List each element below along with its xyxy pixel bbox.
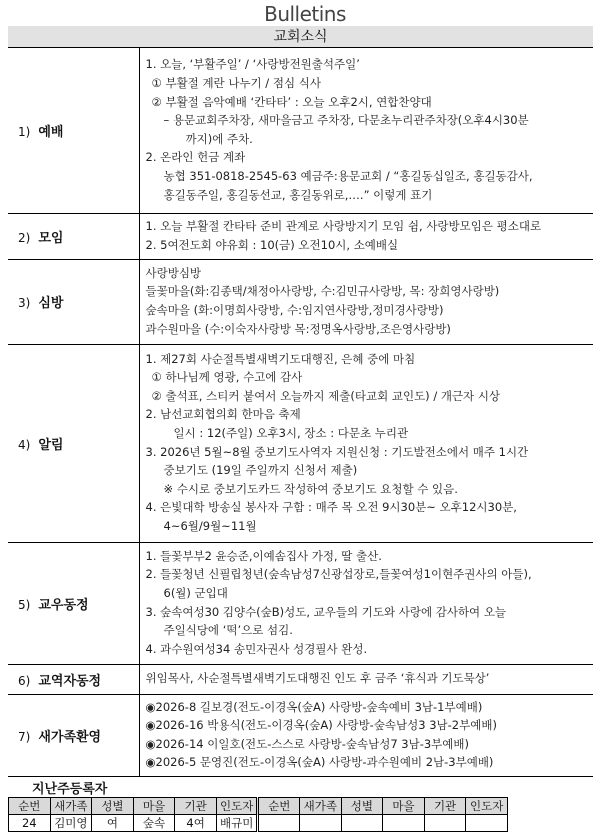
content-line: ② 부활절 음악예배 ‘칸타타’ : 오늘 오후2시, 연합찬양대 [151,94,432,109]
registrants-header-row [9,798,508,815]
section-number: 3) [18,296,31,310]
section-label: 모임 [38,230,64,246]
content-line: 농협 351-0818-2545-63 예금주:용문교회 / “홍길동십일조, 홍길동감사, [163,168,533,183]
content-line: ① 하나님께 영광, 수고에 감사 [151,370,303,385]
section-visitation [8,259,593,344]
table-cell [258,815,300,832]
registrants-table [8,797,508,832]
section-label: 새가족환영 [38,729,102,745]
registrants-title: 지난주등록자 [32,782,108,797]
content-line: 과수원마을 (수:이숙자사랑방 목:정명옥사랑방,조은영사랑방) [145,321,451,336]
table-cell: 숲속 [133,815,175,832]
section-label: 교역자동정 [38,673,102,689]
section-number: 4) [18,437,31,452]
column-header: 성별 [92,798,134,815]
content-line: 1. 제27회 사순절특별새벽기도대행진, 은혜 중에 마침 [145,351,416,366]
content-line: 주일식당에 ‘떡’으로 섬김. [163,623,293,638]
content-line: 중보기도 (19일 주일까지 신청서 제출) [163,463,358,478]
content-line: 숲속마을 (화:이명희사랑방, 수:임지연사랑방,정미경사랑방) [145,303,444,317]
section-label: 심방 [38,296,64,311]
content-line: 홍길동주일, 홍길동선교, 홍길동위로,….” 이렇게 표기 [163,187,433,202]
bulletin-table [8,48,593,777]
content-line: ※ 수시로 중보기도카드 작성하여 중보기도 요청할 수 있음. [163,481,458,496]
table-cell [383,815,425,832]
content-line: ◉2026-14 이일호(전도-스스로 사랑방-숲속남성7 3남-3부예배) [145,736,469,751]
content-line: ◉2026-8 길보경(전도-이경옥(숲A) 사랑방-숲속예비 3남-1부예배) [145,699,483,714]
section-announcements [8,344,593,542]
content-line: – 용문교회주차장, 새마을금고 주차장, 다문초누리관주차장(오후4시30분 [163,113,529,128]
content-line: ◉2026-16 박용식(전도-이경옥(숲A) 사랑방-숲속남성3 3남-2부예배) [145,718,497,733]
content-line: 들꽃마을(화:김종택/채정아사랑방, 수:김민규사랑방, 목: 장희영사랑방) [145,284,500,299]
content-line: 까지)에 주차. [185,131,253,146]
content-line: 4. 은빛대학 방송실 봉사자 구함 : 매주 목 오전 9시30분~ 오후12시30분, [145,500,517,515]
content-line: 1. 들꽃부부2 윤승준,이예솜집사 가정, 딸 출산. [145,548,382,563]
column-header: 순번 [258,798,300,815]
section-pastor-news [8,664,593,694]
content-line: 3. 2026년 5월~8월 중보기도사역자 지원신청 : 기도발전소에서 매주 1시간 [145,444,529,459]
table-row [9,815,508,832]
section-label: 예배 [38,124,64,140]
column-header: 마을 [133,798,175,815]
content-line: 2. 5여전도회 야유회 : 10(금) 오전10시, 소예배실 [145,237,399,252]
column-header: 인도자 [216,798,258,815]
content-line: 위임목사, 사순절특별새벽기도대행진 인도 후 금주 ‘휴식과 기도묵상’ [145,671,490,686]
content-line: 4. 과수원여성34 송민자권사 성경필사 완성. [145,641,368,656]
section-number: 2) [18,230,31,245]
table-cell [300,815,342,832]
section-number: 7) [18,729,31,744]
section-number: 1) [18,124,31,139]
content-line: ① 부활절 계란 나누기 / 점심 식사 [151,75,321,90]
column-header: 마을 [383,798,425,815]
content-line: 일시 : 12(주일) 오후3시, 장소 : 다문초 누리관 [173,425,409,440]
table-cell: 배규미 [216,815,258,832]
column-header: 새가족 [50,798,92,815]
column-header: 인도자 [466,798,508,815]
page-title: Bulletins [264,2,346,26]
table-cell: 4여 [175,815,217,832]
table-cell: 24 [9,815,51,832]
column-header: 기관 [175,798,217,815]
content-line: ◉2026-5 문영진(전도-이경옥(숲A) 사랑방-과수원예비 2남-3부예배) [145,755,494,770]
section-label: 교우동정 [38,597,89,613]
content-line: 4~6월/9월~11월 [163,518,257,533]
content-line: 2. 들꽃청년 신필립청년(숲속남성7신광섭장로,들꽃여성1이현주권사의 아들), [145,567,532,582]
table-cell [341,815,383,832]
column-header: 성별 [341,798,383,815]
section-number: 6) [18,673,31,688]
content-line: 1. 오늘, ‘부활주일’ / ‘사랑방전원출석주일’ [145,57,360,72]
section-new-family [8,694,593,776]
section-meeting [8,213,593,259]
section-banner: 교회소식 [8,26,593,48]
section-label: 알림 [38,437,64,453]
table-cell [424,815,466,832]
content-line: 사랑방심방 [145,265,202,280]
content-line: 1. 오늘 부활절 칸타타 준비 관계로 사랑방지기 모임 쉼, 사랑방모임은 평소대로 [145,218,542,233]
section-worship [8,48,593,213]
table-cell: 김미영 [50,815,92,832]
content-line: 3. 숲속여성30 김양수(숲B)성도, 교우들의 기도와 사랑에 감사하여 오늘 [145,604,507,619]
table-cell: 여 [92,815,134,832]
content-line: 6(월) 군입대 [163,585,228,600]
column-header: 새가족 [300,798,342,815]
column-header: 순번 [9,798,51,815]
content-line: ② 출석표, 스티커 붙여서 오늘까지 제출(타교회 교인도) / 개근자 시상 [151,388,501,403]
content-line: 2. 온라인 헌금 계좌 [145,150,246,165]
table-cell [466,815,508,832]
column-header: 기관 [424,798,466,815]
content-line: 2. 남선교회협의회 한마음 축제 [145,407,301,422]
section-member-news [8,542,593,664]
section-number: 5) [18,597,31,612]
